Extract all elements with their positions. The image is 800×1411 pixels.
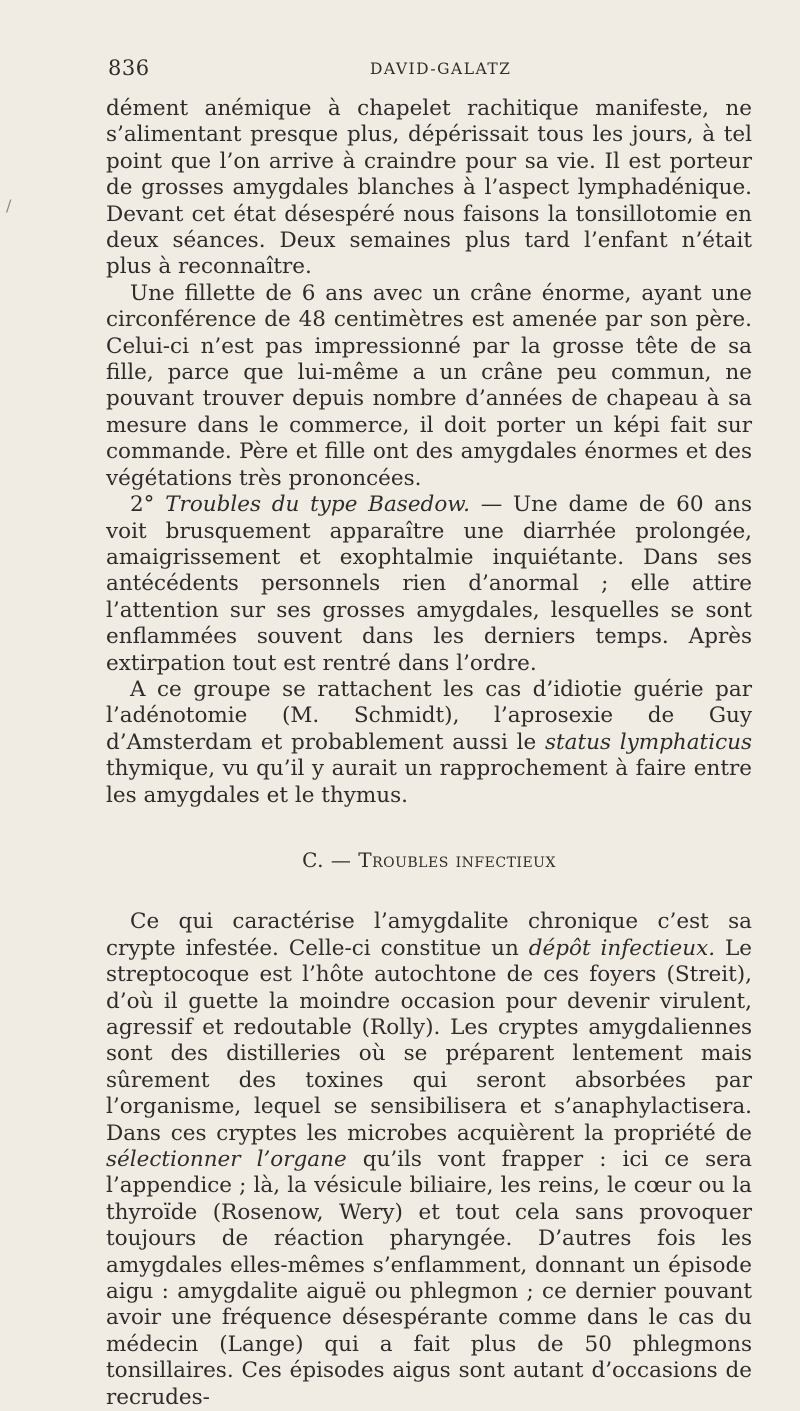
running-head: DAVID-GALATZ <box>370 60 512 78</box>
paragraph-fillette-case: Une fillette de 6 ans avec un crâne énorme, ayant une circonférence de 48 centimètres est amenée par son père. Celui-ci n’est pas impressionné par la grosse tête de sa fille, parce que lui-même a un crâne peu commun, ne pouvant trouver depuis nombre d’années de chapeau à sa mesure dans le commerce, il doit porter un képi fait sur commande. Père et fille ont des amygdales énormes et des végétations très prononcées. <box>106 280 752 491</box>
paragraph-continuation: dément anémique à chapelet rachitique manifeste, ne s’alimentant presque plus, dépérissait tous les jours, à tel point que l’on arrive à craindre pour sa vie. Il est porteur de grosses amygdales blanches à l’aspect lymphadénique. Devant cet état désespéré nous faisons la tonsillotomie en deux séances. Deux semaines plus tard l’enfant n’était plus à reconnaître. <box>106 96 752 280</box>
paragraph-infection: Ce qui caractérise l’amygdalite chronique c’est sa crypte infestée. Celle-ci constitue un dépôt infectieux. Le streptocoque est l’hôte autochtone de ces foyers (Streit), d’où il guette la moindre occasion pour devenir virulent, agressif et redoutable (Rolly). Les cryptes amygdaliennes sont des distilleries où se préparent lentement mais sûrement des toxines qui seront absorbées par l’organisme, lequel se sensibilisera et s’anaphylactisera. Dans ces cryptes les microbes acquièrent la propriété de sélectionner l’organe qu’ils vont frapper : ici ce sera l’appendice ; là, la vésicule biliaire, les reins, le cœur ou la thyroïde (Rosenow, Wery) et tout cela sans provoquer toujours de réaction pharyngée. D’autres fois les amygdales elles-mêmes s’enflamment, donnant un épisode aigu : amygdalite aiguë ou phlegmon ; ce dernier pouvant avoir une fréquence désespérante comme dans le cas du médecin (Lange) qui a fait plus de 50 phlegmons tonsillaires. Ces épisodes aigus sont autant d’occasions de recrudes- <box>106 909 752 1410</box>
item-text: — Une dame de 60 ans voit brusquement apparaître une diarrhée prolongée, amaigrissement et exophtalmie inquiétante. Dans ses antécédents personnels rien d’anormal ; elle attire l’attention sur ses grosses amygdales, lesquelles se sont enflammées souvent dans les derniers temps. Après extirpation tout est rentré dans l’ordre. <box>106 492 752 676</box>
italic-term: sélectionner l’organe <box>106 1147 347 1173</box>
item-number: 2° <box>130 492 155 518</box>
margin-mark: / <box>6 196 12 215</box>
italic-term: dépôt infectieux. <box>528 935 716 961</box>
page-number: 836 <box>108 56 150 80</box>
paragraph-group-cases: A ce groupe se rattachent les cas d’idiotie guérie par l’adénotomie (M. Schmidt), l’aprosexie de Guy d’Amsterdam et probablement aussi le status lymphaticus thymique, vu qu’il y aurait un rapprochement à faire entre les amygdales et le thymus. <box>106 676 752 808</box>
section-heading <box>106 847 752 873</box>
section-letter: C. — <box>302 847 359 872</box>
item-heading: Troubles du type Basedow. <box>165 492 470 518</box>
paragraph-basedow <box>106 492 752 677</box>
body-text <box>106 96 752 1411</box>
italic-term: status lymphaticus <box>544 729 752 755</box>
section-title: Troubles infectieux <box>358 847 556 872</box>
page-header <box>108 52 752 82</box>
